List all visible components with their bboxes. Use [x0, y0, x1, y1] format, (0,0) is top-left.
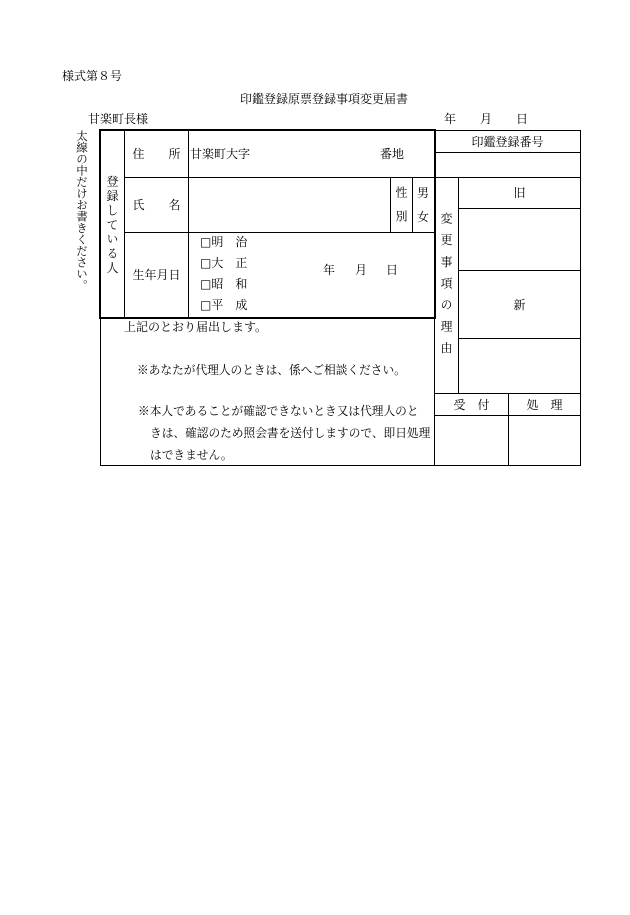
seal-number-label-cell: [434, 130, 581, 153]
birthdate-field: [188, 232, 435, 318]
received-stamp-field: [434, 415, 509, 466]
submission-month-label: 月: [480, 112, 493, 126]
change-reason-label-cell: [434, 177, 459, 394]
received-label-cell: [434, 393, 509, 416]
birthdate-label: 生年月日: [132, 268, 181, 282]
address-label-cell: [124, 130, 189, 178]
seal-number-field: [434, 152, 581, 178]
sex-option-male: 男: [417, 186, 430, 200]
sex-label: 性別: [394, 186, 408, 234]
era-option-taisho: □大 正: [200, 256, 248, 270]
address-field: [188, 130, 435, 178]
note-identity-line-3: はできません。: [150, 448, 233, 462]
submission-day-label: 日: [516, 112, 529, 126]
birth-day-label: 日: [386, 263, 399, 277]
name-label-cell: [124, 177, 189, 233]
birthdate-label-cell: [124, 232, 189, 318]
old-label: 旧: [513, 186, 526, 200]
birth-year-label: 年: [323, 263, 336, 277]
form-number: 様式第８号: [62, 69, 123, 83]
registrant-section-cell: [100, 130, 125, 318]
name-label: 氏 名: [132, 198, 181, 212]
note-agent: ※あなたが代理人のときは、係へご相談ください。: [137, 363, 406, 377]
instruction-vertical: 太線の中だけお書きください。: [75, 130, 89, 291]
sex-label-cell: [390, 177, 413, 233]
address-label: 住 所: [132, 147, 181, 161]
received-label: 受 付: [453, 397, 490, 412]
processed-label: 処 理: [526, 397, 563, 412]
declaration-statement: 上記のとおり届出します。: [124, 320, 268, 334]
old-label-cell: [458, 177, 581, 209]
new-label: 新: [513, 297, 526, 312]
sex-option-female: 女: [417, 210, 430, 224]
note-identity-line-1: ※本人であることが確認できないとき又は代理人のと: [138, 404, 419, 418]
change-reason-label: 変更事項の理由: [439, 212, 453, 364]
declaration-block: [100, 317, 435, 466]
era-option-meiji: □明 治: [200, 235, 248, 249]
new-label-cell: [458, 270, 581, 339]
registrant-section-label: 登録している人: [105, 175, 119, 276]
seal-number-label: 印鑑登録番号: [471, 134, 544, 149]
form-title: 印鑑登録原票登録事項変更届書: [240, 92, 409, 106]
processed-stamp-field: [508, 415, 581, 466]
era-option-heisei: □平 成: [200, 298, 248, 312]
submission-year-label: 年: [444, 112, 457, 126]
address-suffix: 番地: [380, 147, 405, 161]
name-field: [188, 177, 391, 233]
birth-month-label: 月: [355, 263, 368, 277]
processed-label-cell: [508, 393, 581, 416]
era-option-showa: □昭 和: [200, 277, 248, 291]
note-identity-line-2: きは、確認のため照会書を送付しますので、即日処理: [150, 426, 431, 440]
sex-options-cell: [412, 177, 435, 233]
addressee: 甘楽町長様: [88, 112, 149, 126]
old-value-field: [458, 208, 581, 271]
new-value-field: [458, 338, 581, 394]
address-prefix: 甘楽町大字: [190, 147, 251, 161]
